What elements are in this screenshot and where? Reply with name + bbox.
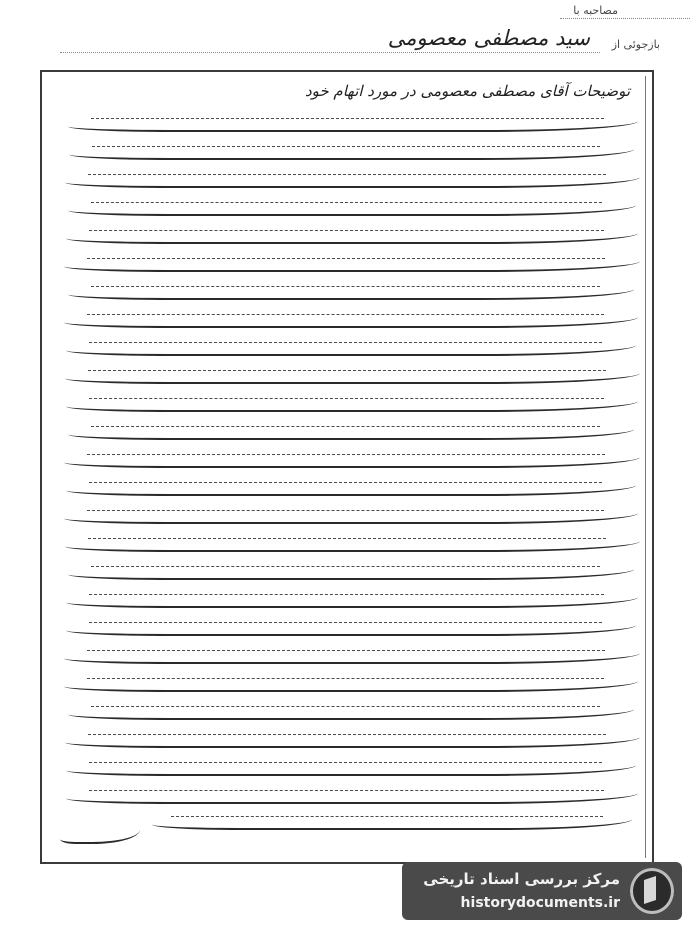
margin-rule [645, 76, 646, 858]
handwriting-line [68, 420, 634, 440]
handwriting-line [64, 448, 640, 468]
handwriting-line [66, 392, 638, 412]
handwriting-line [64, 308, 638, 328]
handwriting-line [66, 476, 636, 496]
handwriting-line [66, 224, 638, 244]
subject-name-line [60, 52, 600, 53]
handwriting-line [66, 336, 636, 356]
handwriting-line [66, 588, 638, 608]
handwriting-line [65, 168, 640, 188]
handwriting-line [66, 756, 636, 776]
handwriting-line [64, 672, 638, 692]
handwriting-line [69, 140, 634, 160]
handwriting-line [68, 112, 638, 132]
handwriting-line [152, 810, 632, 830]
watermark-url: historydocuments.ir [460, 895, 620, 911]
handwriting-line [66, 784, 638, 804]
handwriting-line [64, 252, 640, 272]
watermark-org-name: مرکز بررسی اسناد تاریخی [423, 870, 620, 888]
subject-name: سید مصطفی معصومی [387, 26, 590, 50]
handwriting-line [66, 616, 636, 636]
archive-logo-icon [630, 868, 674, 914]
statement-heading: توضیحات آقای مصطفی معصومی در مورد اتهام خود [304, 82, 630, 100]
interview-blank-line [560, 18, 690, 19]
interview-label: مصاحبه با [573, 4, 618, 17]
handwriting-line [68, 196, 636, 216]
handwriting-line [65, 364, 640, 384]
handwriting-line [64, 644, 640, 664]
handwriting-line [68, 280, 634, 300]
handwriting-line [64, 504, 638, 524]
handwriting-line [65, 728, 640, 748]
handwritten-statement-box [40, 70, 654, 864]
archive-watermark [402, 862, 682, 920]
handwriting-line [68, 560, 634, 580]
handwriting-line [65, 532, 640, 552]
handwriting-line [68, 700, 634, 720]
interrogation-label: بازجوئی از [611, 38, 660, 51]
